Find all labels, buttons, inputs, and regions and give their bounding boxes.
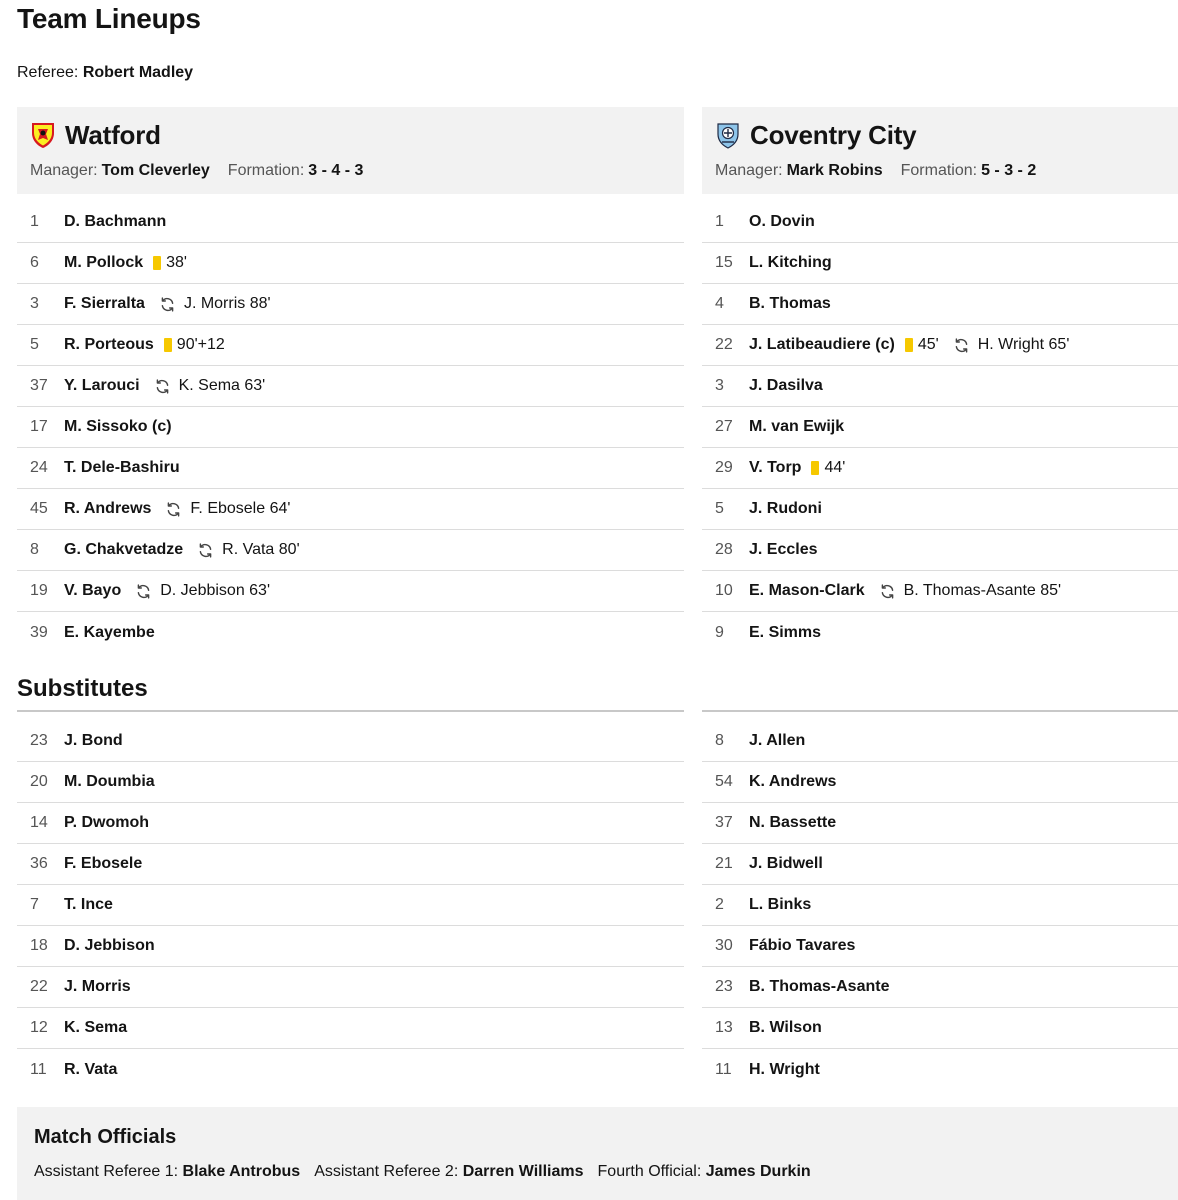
player-name: E. Simms [749, 623, 822, 641]
substitute-row [702, 721, 1178, 762]
substitute-row [702, 762, 1178, 803]
player-row [702, 243, 1178, 284]
player-name: J. Latibeaudiere (c) [749, 336, 895, 353]
player-row [17, 489, 684, 530]
away-substitutes [702, 710, 1178, 1090]
card-time: 38' [166, 254, 187, 271]
home-substitutes-list [17, 721, 684, 1090]
substitution-icon [154, 378, 179, 395]
shirt-number: 11 [30, 1060, 47, 1078]
away-team-name: Coventry City [750, 120, 917, 150]
substitute-row [17, 885, 684, 926]
substitute-row [17, 967, 684, 1008]
shirt-number: 11 [715, 1060, 732, 1078]
shirt-number: 3 [30, 295, 39, 312]
official-name: James Durkin [705, 1163, 811, 1180]
substitution-detail: H. Wright 65' [977, 336, 1070, 353]
yellow-card [905, 336, 939, 354]
shirt-number: 30 [715, 937, 733, 954]
home-starters-list [17, 202, 684, 653]
shirt-number: 54 [715, 773, 733, 790]
substitutes-heading: Substitutes [17, 675, 148, 702]
player-name: O. Dovin [749, 213, 815, 230]
substitution-icon [159, 296, 184, 313]
away-substitutes-list [702, 721, 1178, 1090]
yellow-card-icon [811, 461, 819, 475]
substitution [165, 500, 290, 518]
substitution-detail: K. Sema 63' [178, 377, 266, 394]
player-row [17, 612, 684, 653]
shirt-number: 13 [715, 1019, 733, 1036]
formation-label: Formation: [227, 162, 305, 179]
shirt-number: 4 [715, 295, 724, 312]
player-name: L. Kitching [749, 254, 832, 271]
shirt-number: 9 [715, 623, 724, 641]
substitute-row [702, 1049, 1178, 1090]
divider [17, 710, 684, 712]
home-team-header [17, 107, 684, 194]
player-name: J. Eccles [749, 541, 818, 558]
player-name: R. Vata [64, 1060, 118, 1078]
shirt-number: 8 [30, 541, 39, 558]
away-formation: 5 - 3 - 2 [981, 162, 1037, 179]
player-name: V. Bayo [64, 582, 122, 599]
official-role: Fourth Official: [597, 1163, 702, 1180]
substitution-detail: D. Jebbison 63' [160, 582, 271, 599]
shirt-number: 23 [30, 732, 48, 749]
shirt-number: 1 [715, 213, 724, 230]
match-officials [17, 1107, 1178, 1200]
player-name: B. Thomas [749, 295, 831, 312]
substitute-row [702, 885, 1178, 926]
shirt-number: 5 [30, 336, 39, 353]
player-name: J. Bidwell [749, 855, 823, 872]
shirt-number: 7 [30, 896, 39, 913]
shirt-number: 28 [715, 541, 733, 558]
shirt-number: 45 [30, 500, 48, 517]
substitution [159, 295, 271, 313]
substitution [953, 336, 1070, 354]
home-team-lineup [17, 107, 684, 653]
player-name: K. Sema [64, 1019, 128, 1036]
shirt-number: 17 [30, 418, 48, 435]
shirt-number: 2 [715, 896, 724, 913]
substitute-row [702, 803, 1178, 844]
substitution-detail: J. Morris 88' [183, 295, 271, 312]
player-name: J. Rudoni [749, 500, 822, 517]
substitute-row [702, 844, 1178, 885]
player-row [702, 366, 1178, 407]
player-name: Y. Larouci [64, 377, 140, 394]
substitute-row [702, 1008, 1178, 1049]
player-name: G. Chakvetadze [64, 541, 184, 558]
shirt-number: 18 [30, 937, 48, 954]
formation-label: Formation: [900, 162, 978, 179]
player-name: F. Sierralta [64, 295, 145, 312]
player-name: J. Morris [64, 978, 131, 995]
shirt-number: 36 [30, 855, 48, 872]
substitution-detail: F. Ebosele 64' [190, 500, 291, 517]
substitution [879, 582, 1062, 600]
player-row [702, 612, 1178, 653]
substitute-row [702, 926, 1178, 967]
player-name: N. Bassette [749, 814, 837, 831]
substitution-icon [165, 501, 190, 518]
player-row [17, 448, 684, 489]
home-manager: Tom Cleverley [101, 162, 210, 179]
home-substitutes [17, 710, 684, 1090]
page-title: Team Lineups [17, 3, 201, 34]
substitute-row [17, 844, 684, 885]
shirt-number: 19 [30, 582, 48, 599]
official-name: Darren Williams [462, 1163, 584, 1180]
player-name: D. Bachmann [64, 213, 167, 230]
player-name: J. Bond [64, 732, 123, 749]
shirt-number: 14 [30, 814, 48, 831]
player-name: K. Andrews [749, 773, 837, 790]
player-row [17, 325, 684, 366]
yellow-card-icon [164, 338, 172, 352]
official-role: Assistant Referee 1: [34, 1163, 179, 1180]
player-name: H. Wright [749, 1060, 820, 1078]
referee-label: Referee: [17, 64, 79, 81]
player-name: D. Jebbison [64, 937, 155, 954]
substitute-row [17, 1008, 684, 1049]
shirt-number: 23 [715, 978, 733, 995]
match-officials-heading: Match Officials [34, 1126, 177, 1148]
player-row [17, 571, 684, 612]
watford-crest-icon [30, 121, 56, 149]
player-name: R. Andrews [64, 500, 152, 517]
yellow-card-icon [905, 338, 913, 352]
player-name: J. Allen [749, 732, 806, 749]
player-name: E. Kayembe [64, 623, 155, 641]
shirt-number: 37 [30, 377, 48, 394]
shirt-number: 6 [30, 254, 39, 271]
substitution [135, 582, 270, 600]
player-row [702, 571, 1178, 612]
shirt-number: 27 [715, 418, 733, 435]
substitution [197, 541, 299, 559]
player-row [17, 407, 684, 448]
away-team-header [702, 107, 1178, 194]
player-name: M. van Ewijk [749, 418, 845, 435]
player-name: M. Doumbia [64, 773, 155, 790]
yellow-card-icon [153, 256, 161, 270]
shirt-number: 22 [715, 336, 733, 353]
card-time: 45' [917, 336, 939, 353]
shirt-number: 29 [715, 459, 733, 476]
player-row [17, 243, 684, 284]
coventry-crest-icon [715, 121, 741, 149]
substitute-row [702, 967, 1178, 1008]
player-row [17, 366, 684, 407]
player-name: R. Porteous [64, 336, 154, 353]
shirt-number: 3 [715, 377, 724, 394]
referee-line [17, 63, 193, 83]
player-name: E. Mason-Clark [749, 582, 865, 599]
substitute-row [17, 926, 684, 967]
away-team-lineup [702, 107, 1178, 653]
yellow-card [153, 254, 187, 272]
away-team-meta [715, 161, 1164, 181]
shirt-number: 39 [30, 623, 48, 641]
official-name: Blake Antrobus [182, 1163, 301, 1180]
shirt-number: 1 [30, 213, 39, 230]
divider [702, 710, 1178, 712]
shirt-number: 10 [715, 582, 733, 599]
player-row [17, 530, 684, 571]
card-time: 44' [824, 459, 846, 476]
player-name: T. Dele-Bashiru [64, 459, 180, 476]
player-row [702, 530, 1178, 571]
player-name: M. Sissoko (c) [64, 418, 172, 435]
player-name: M. Pollock [64, 254, 144, 271]
player-name: T. Ince [64, 896, 113, 913]
player-name: B. Thomas-Asante [749, 978, 890, 995]
shirt-number: 8 [715, 732, 724, 749]
away-starters-list [702, 202, 1178, 653]
player-name: V. Torp [749, 459, 802, 476]
player-row [702, 325, 1178, 366]
substitution-icon [135, 583, 160, 600]
home-team-name: Watford [65, 120, 161, 150]
player-name: F. Ebosele [64, 855, 143, 872]
substitution-icon [197, 542, 222, 559]
manager-label: Manager: [30, 162, 98, 179]
player-row [702, 448, 1178, 489]
substitution-icon [879, 583, 904, 600]
substitute-row [17, 762, 684, 803]
substitute-row [17, 1049, 684, 1090]
shirt-number: 12 [30, 1019, 48, 1036]
player-name: Fábio Tavares [749, 937, 856, 954]
shirt-number: 20 [30, 773, 48, 790]
player-name: P. Dwomoh [64, 814, 150, 831]
player-row [702, 407, 1178, 448]
shirt-number: 15 [715, 254, 733, 271]
manager-label: Manager: [715, 162, 783, 179]
shirt-number: 22 [30, 978, 48, 995]
yellow-card [164, 336, 225, 354]
player-row [17, 202, 684, 243]
card-time: 90'+12 [176, 336, 225, 353]
player-row [702, 202, 1178, 243]
player-row [702, 489, 1178, 530]
substitute-row [17, 721, 684, 762]
substitute-row [17, 803, 684, 844]
substitution-detail: B. Thomas-Asante 85' [903, 582, 1062, 599]
officials-line [34, 1162, 1161, 1182]
home-formation: 3 - 4 - 3 [308, 162, 364, 179]
substitution [154, 377, 266, 395]
player-name: J. Dasilva [749, 377, 823, 394]
substitution-icon [953, 337, 978, 354]
referee-name: Robert Madley [82, 64, 194, 81]
player-row [702, 284, 1178, 325]
shirt-number: 37 [715, 814, 733, 831]
substitution-detail: R. Vata 80' [222, 541, 300, 558]
yellow-card [811, 459, 845, 477]
shirt-number: 21 [715, 855, 733, 872]
away-manager: Mark Robins [786, 162, 883, 179]
shirt-number: 24 [30, 459, 48, 476]
home-team-meta [30, 161, 670, 181]
shirt-number: 5 [715, 500, 724, 517]
player-name: B. Wilson [749, 1019, 822, 1036]
official-role: Assistant Referee 2: [314, 1163, 459, 1180]
player-name: L. Binks [749, 896, 812, 913]
player-row [17, 284, 684, 325]
